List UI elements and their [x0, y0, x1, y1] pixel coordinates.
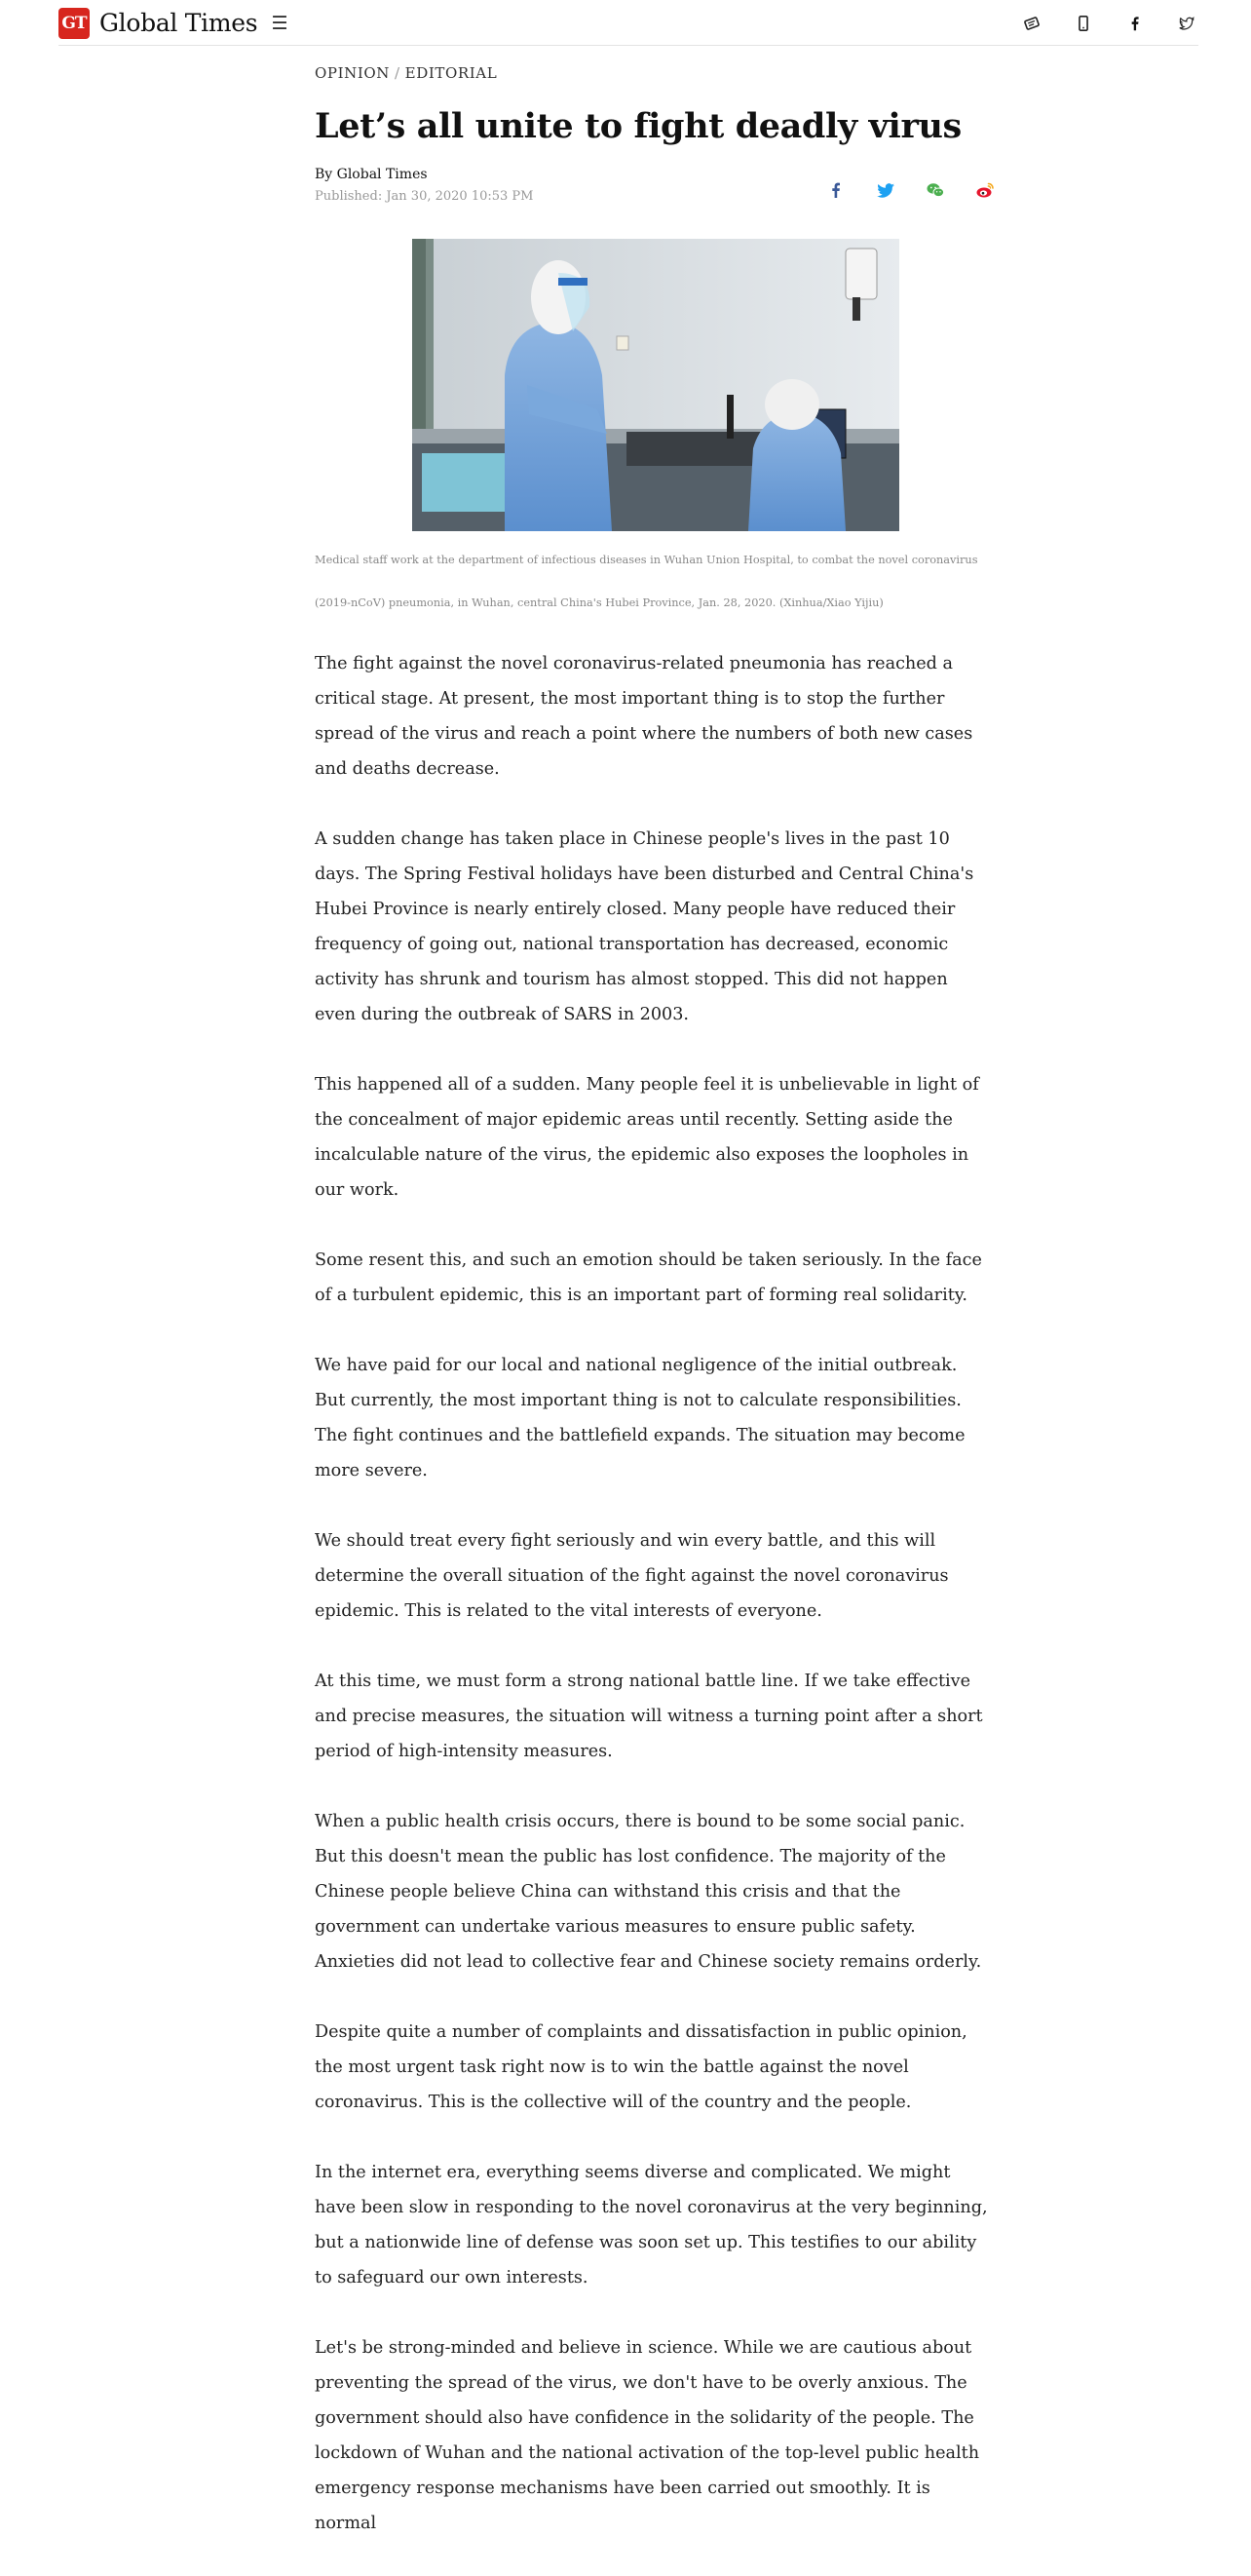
article-title: Let’s all unite to fight deadly virus: [315, 106, 962, 146]
photo-caption: Medical staff work at the department of infectious diseases in Wuhan Union Hospital, to combat the novel coronavirus (2019-nCoV) pneumonia, in Wuhan, central China's Hubei Province, Jan. 28, 2020. (Xinhua/Xiao Yijiu): [315, 554, 978, 609]
article-paragraph: Despite quite a number of complaints and dissatisfaction in public opinion, the most urgent task right now is to win the battle against the novel coronavirus. This is the collective will of the country and the people.: [315, 2022, 967, 2112]
global-times-logo-text[interactable]: Global Times: [99, 9, 258, 37]
mobile-phone-icon[interactable]: [1072, 12, 1095, 35]
global-times-logo-mark[interactable]: GT: [58, 8, 90, 39]
article-paragraph: The fight against the novel coronavirus-related pneumonia has reached a critical stage. At present, the most important thing is to stop the further spread of the virus and reach a point where the numbers of both new cases and deaths decrease.: [315, 654, 973, 779]
article-byline[interactable]: By Global Times: [315, 167, 428, 182]
published-date: Published: Jan 30, 2020 10:53 PM: [315, 189, 534, 204]
article-paragraph: At this time, we must form a strong national battle line. If we take effective and precise measures, the situation will witness a turning point after a short period of high-intensity measures.: [315, 1672, 983, 1761]
article-paragraph: This happened all of a sudden. Many people feel it is unbelievable in light of the concealment of major epidemic areas until recently. Setting aside the incalculable nature of the virus, the epidemic also exposes the loopholes in our work.: [315, 1075, 979, 1200]
hamburger-menu-icon[interactable]: ☰: [271, 13, 288, 34]
breadcrumb-editorial-link[interactable]: EDITORIAL: [404, 64, 498, 82]
breadcrumb-separator: /: [395, 64, 400, 82]
header-icon-group: [992, 12, 1198, 35]
newspaper-icon[interactable]: [1020, 12, 1043, 35]
breadcrumb-opinion-link[interactable]: OPINION: [315, 64, 390, 82]
article-paragraph: We should treat every fight seriously and win every battle, and this will determine the overall situation of the fight against the novel coronavirus epidemic. This is related to the vital interests of everyone.: [315, 1531, 949, 1621]
article-body: [315, 646, 993, 2576]
article-paragraph: Let's be strong-minded and believe in science. While we are cautious about preventing the spread of the virus, we don't have to be overly anxious. The government should also have confidence in the solidarity of the people. The lockdown of Wuhan and the national activation of the top-level public health emergency response mechanisms have been carried out smoothly. It is normal: [315, 2338, 980, 2533]
twitter-icon[interactable]: [1175, 12, 1198, 35]
article-paragraph: A sudden change has taken place in Chinese people's lives in the past 10 days. The Spring Festival holidays have been disturbed and Central China's Hubei Province is nearly entirely closed. Many people have reduced their frequency of going out, national transportation has decreased, economic activity has shrunk and tourism has almost stopped. This did not happen even during the outbreak of SARS in 2003.: [315, 829, 974, 1024]
wechat-share-icon[interactable]: [924, 178, 947, 202]
article-paragraph: When a public health crisis occurs, there is bound to be some social panic. But this doesn't mean the public has lost confidence. The majority of the Chinese people believe China can withstand this crisis and that the government can undertake various measures to ensure public safety. Anxieties did not lead to collective fear and Chinese society remains orderly.: [315, 1812, 982, 1972]
facebook-share-icon[interactable]: [824, 178, 848, 202]
facebook-icon[interactable]: [1123, 12, 1147, 35]
twitter-share-icon[interactable]: [874, 178, 897, 202]
article-photo-medical-staff: [412, 239, 899, 531]
breadcrumb: [315, 64, 497, 82]
article-paragraph: We have paid for our local and national negligence of the initial outbreak. But currently, the most important thing is not to calculate responsibilities. The fight continues and the battlefield expands. The situation may become more severe.: [315, 1356, 966, 1480]
article-paragraph: In the internet era, everything seems diverse and complicated. We might have been slow in responding to the novel coronavirus at the very beginning, but a nationwide line of defense was soon set up. This testifies to our ability to safeguard our own interests.: [315, 2163, 988, 2288]
weibo-share-icon[interactable]: [973, 178, 997, 202]
share-buttons: [824, 178, 997, 202]
article-paragraph: Some resent this, and such an emotion should be taken seriously. In the face of a turbulent epidemic, this is an important part of forming real solidarity.: [315, 1250, 982, 1305]
top-navigation-bar: [58, 0, 1198, 46]
